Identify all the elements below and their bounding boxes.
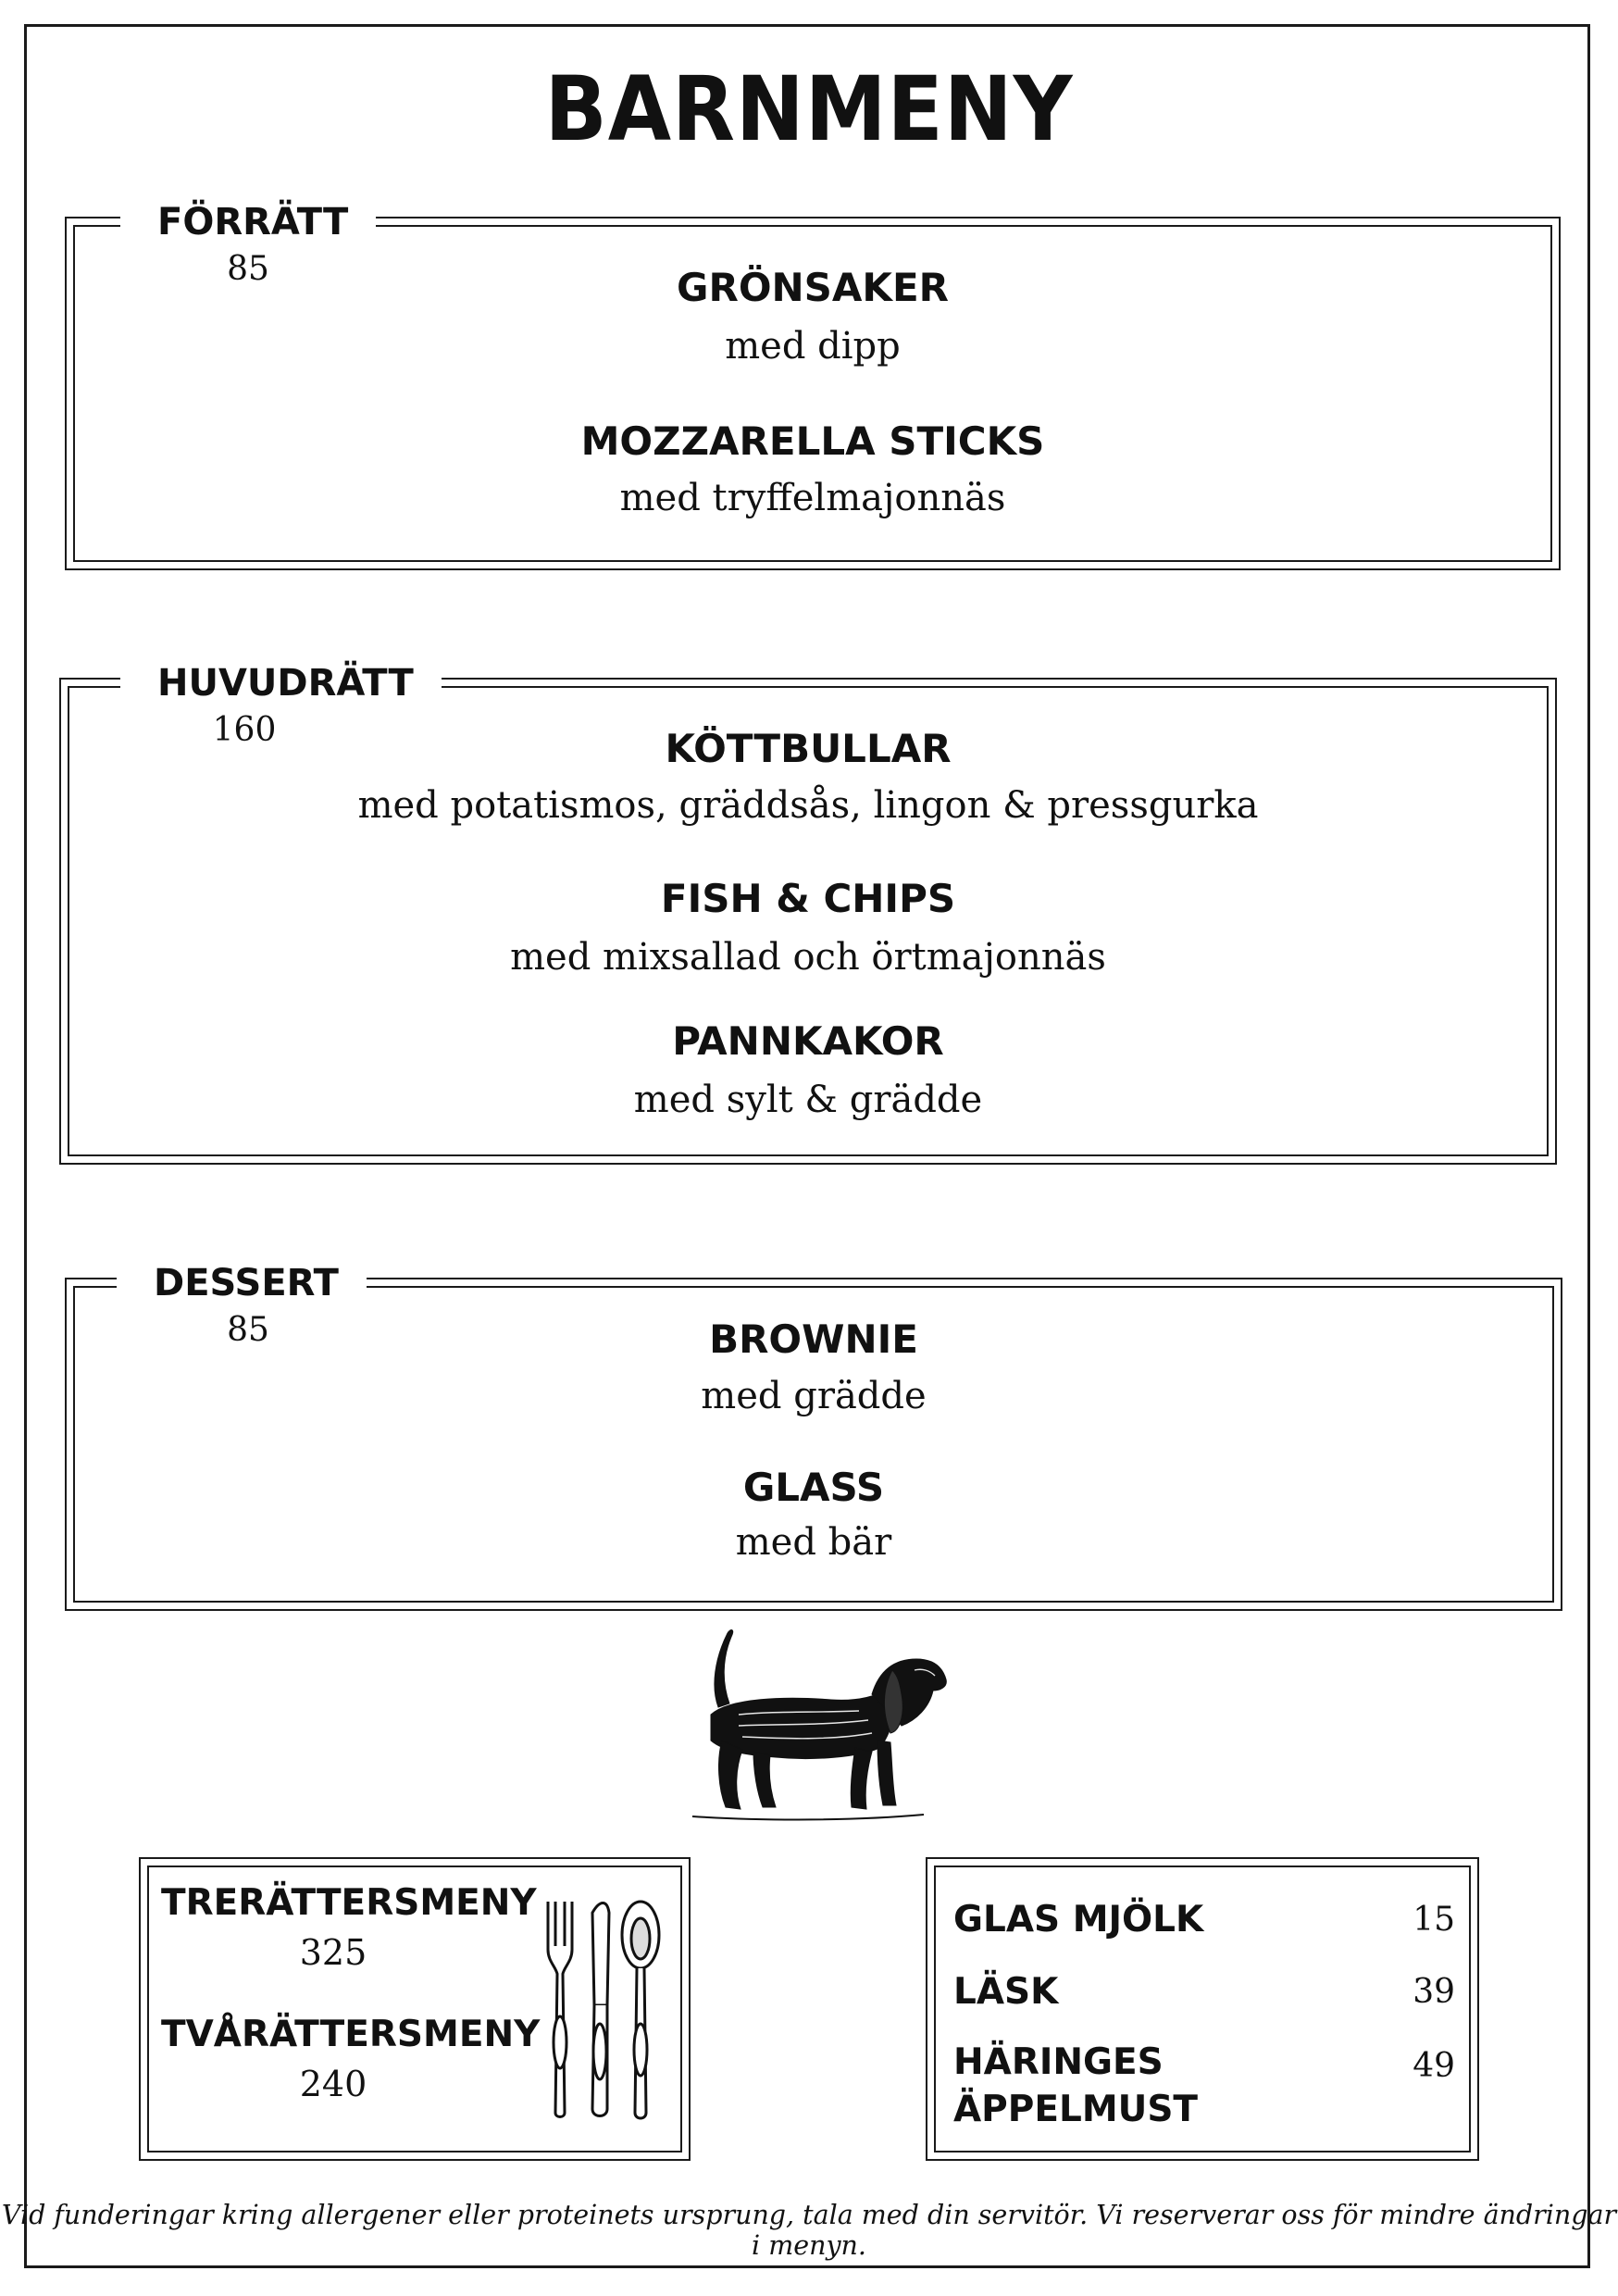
menu-item-desc: med potatismos, gräddsås, lingon & pressgurka: [357, 784, 1259, 827]
drinks-box: [926, 1857, 1479, 2161]
section-price: 160: [212, 711, 277, 749]
menu-item-name: KÖTTBULLAR: [665, 726, 952, 771]
section-dessert: [65, 1262, 1562, 1611]
menu-item-name: MOZZARELLA STICKS: [580, 418, 1045, 464]
menu-title: BARNMENY: [544, 57, 1074, 161]
menu-item-desc: med mixsallad och örtmajonnäs: [510, 936, 1106, 979]
set-menu-box: [139, 1857, 691, 2161]
drink-name: HÄRINGES ÄPPELMUST: [953, 2041, 1199, 2131]
menu-item-desc: med bär: [735, 1521, 892, 1564]
section-label: FÖRRÄTT: [120, 204, 376, 241]
set-menu-name: TRERÄTTERSMENY: [161, 1882, 537, 1924]
drink-price: 49: [1413, 2047, 1455, 2085]
section-label: HUVUDRÄTT: [120, 665, 442, 702]
set-menu-name: TVÅRÄTTERSMENY: [161, 2014, 541, 2055]
drink-price: 15: [1413, 1901, 1455, 1939]
menu-item-desc: med tryffelmajonnäs: [619, 477, 1006, 519]
cutlery-illustration: [537, 1894, 666, 2126]
basset-hound-illustration: [674, 1622, 952, 1835]
section-huvudratt: [59, 662, 1557, 1165]
menu-item-desc: med dipp: [725, 325, 901, 368]
menu-item-desc: med grädde: [701, 1375, 927, 1417]
menu-item-name: GRÖNSAKER: [677, 265, 949, 310]
menu-item-name: GLASS: [742, 1465, 885, 1510]
set-menu-price: 240: [299, 2064, 367, 2104]
allergen-footer-note: Vid funderingar kring allergener eller proteinets ursprung, tala med din servitör. Vi reserverar oss för mindre ändringar i menyn.: [1, 2200, 1617, 2261]
section-price: 85: [227, 250, 269, 288]
menu-item-name: BROWNIE: [709, 1316, 918, 1362]
drink-name: LÄSK: [953, 1971, 1059, 2013]
menu-item-desc: med sylt & grädde: [633, 1079, 983, 1121]
section-forratt: [65, 201, 1561, 570]
section-price: 85: [227, 1311, 269, 1349]
set-menu-price: 325: [299, 1932, 367, 1973]
drink-price: 39: [1413, 1973, 1455, 2011]
menu-item-name: PANNKAKOR: [672, 1018, 944, 1064]
menu-item-name: FISH & CHIPS: [660, 876, 956, 921]
section-label: DESSERT: [117, 1265, 367, 1302]
drink-name: GLAS MJÖLK: [953, 1899, 1204, 1940]
